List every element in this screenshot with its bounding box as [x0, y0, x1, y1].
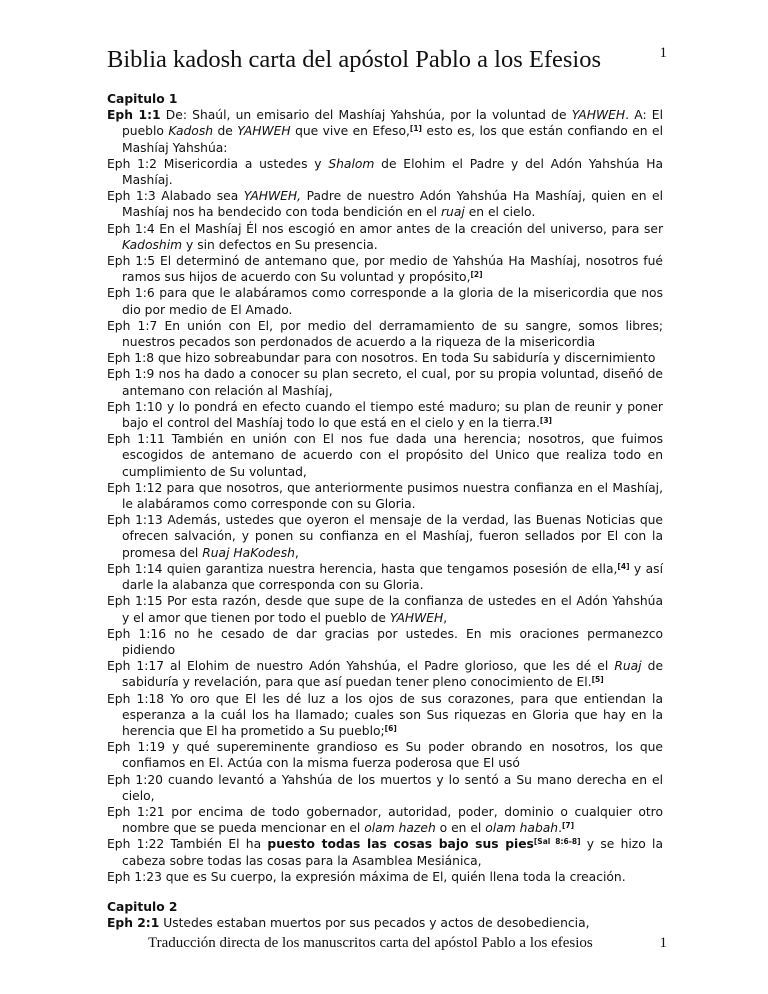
verse-1-19: Eph 1:19 y qué supereminente grandioso es Su poder obrando en nosotros, los que confiamos en El. Actúa con la misma fuerza poderosa que El usó	[107, 740, 663, 771]
verse-text: . A: El pueblo	[122, 108, 663, 139]
verse-2-1	[107, 915, 663, 931]
verse-1-12: Eph 1:12 para que nosotros, que anteriormente pusimos nuestra confianza en el Mashíaj, le alabáramos como corresponde con su Gloria.	[107, 480, 663, 512]
verse-1-21	[107, 804, 663, 836]
verse-1-4	[107, 221, 663, 253]
verse-1-1	[107, 107, 663, 156]
italic-term: olam habah	[485, 821, 559, 836]
footnote-ref[interactable]: [1]	[409, 124, 422, 134]
verse-1-10	[107, 399, 663, 431]
italic-term: ruaj	[440, 205, 465, 220]
italic-term: Kadoshim	[122, 237, 183, 252]
verse-1-18	[107, 691, 663, 740]
verse-text: de Elohim el Padre y del Adón Yahshúa Ha Mashíaj.	[122, 156, 663, 188]
verse-text: Eph 1:14 quien garantiza nuestra herencia, hasta que tengamos posesión de ella,	[107, 561, 618, 576]
document-body	[107, 91, 663, 931]
verse-text: Eph 1:15 Por esta razón, desde que supe de la confianza de ustedes en el Adón Yahshúa y el amor que tienen por todo el pueblo de	[107, 594, 663, 625]
verse-text: de sabiduría y revelación, para que así puedan tener pleno conocimiento de El.	[122, 659, 664, 690]
verse-text: Eph 1:17 al Elohim de nuestro Adón Yahshúa, el Padre glorioso, que les dé el	[107, 659, 615, 674]
verse-1-16: Eph 1:16 no he cesado de dar gracias por ustedes. En mis oraciones permanezco pidiendo	[107, 626, 663, 657]
cross-reference[interactable]: [Sal 8:6-8]	[533, 837, 581, 847]
verse-reference: Eph 1:1	[107, 108, 161, 123]
verse-1-3	[107, 188, 663, 220]
verse-1-2	[107, 156, 663, 188]
verse-text: Eph 1:21 por encima de todo gobernador, autoridad, poder, dominio o cualquier otro nombre que se pueda mencionar en el	[107, 804, 663, 836]
verse-text: Eph 1:13 Además, ustedes que oyeron el mensaje de la verdad, las Buenas Noticias que ofrecen salvación, y ponen su confianza en el Mashíaj, fueron sellados por El con la promesa del	[107, 513, 663, 560]
verse-1-9: Eph 1:9 nos ha dado a conocer su plan secreto, el cual, por su propia voluntad, diseñó de antemano con relación al Mashíaj,	[107, 367, 663, 398]
verse-text: o en el	[435, 821, 486, 836]
verse-text: Eph 1:5 El determinó de antemano que, por medio de Yahshúa Ha Mashíaj, nosotros fué ramos sus hijos de acuerdo con Su voluntad y propósito,	[107, 254, 663, 285]
footnote-ref[interactable]: [2]	[470, 270, 483, 280]
verse-text: y se hizo la cabeza sobre todas las cosas para la Asamblea Mesiánica,	[122, 837, 663, 868]
verse-1-14	[107, 561, 663, 593]
verse-text: ,	[443, 610, 448, 625]
footnote-ref[interactable]: [3]	[539, 416, 552, 426]
header-page-number: 1	[659, 45, 667, 61]
footnote-ref[interactable]: [6]	[384, 723, 397, 733]
chapter-heading: Capitulo 1	[107, 92, 178, 106]
italic-term: YAHWEH	[571, 108, 626, 123]
verse-text: Padre de nuestro Adón Yahshúa Ha Mashíaj, quien en el Mashíaj nos ha bendecido con toda bendición en el	[122, 189, 663, 220]
verse-reference: Eph 2:1	[107, 916, 160, 931]
page-footer	[107, 932, 667, 954]
italic-term: olam hazeh	[364, 821, 436, 836]
verse-text: Eph 1:18 Yo oro que El les dé luz a los ojos de sus corazones, para que entiendan la esperanza a la cuál los ha llamado; cuales son Sus riquezas en Gloria que hay en la herencia que El ha prometido a Su pueblo;	[107, 691, 663, 738]
page-header	[107, 40, 667, 80]
footnote-ref[interactable]: [4]	[617, 561, 630, 571]
footer-text: Traducción directa de los manuscritos carta del apóstol Pablo a los efesios	[148, 935, 593, 951]
verse-1-8: Eph 1:8 que hizo sobreabundar para con nosotros. En toda Su sabiduría y discernimiento	[107, 351, 656, 366]
italic-term: Ruaj	[614, 659, 642, 674]
footnote-ref[interactable]: [5]	[591, 675, 604, 685]
verse-1-22	[107, 836, 663, 868]
italic-term: Shalom	[328, 156, 375, 171]
verse-1-13	[107, 512, 663, 561]
chapter-heading: Capitulo 2	[107, 899, 178, 914]
verse-1-7: Eph 1:7 En unión con El, por medio del derramamiento de su sangre, somos libres; nuestros pecados son perdonados de acuerdo a la riqueza de la misericordia	[107, 318, 663, 350]
footnote-ref[interactable]: [7]	[562, 821, 575, 831]
verse-1-15	[107, 593, 663, 625]
italic-term: YAHWEH,	[243, 189, 302, 204]
verse-text: esto es, los que están confiando en el Mashíaj Yahshúa:	[122, 124, 663, 155]
italic-term: Ruaj HaKodesh	[202, 545, 295, 560]
verse-text: de	[213, 124, 238, 139]
italic-term: YAHWEH	[237, 124, 291, 139]
italic-term: Kadosh	[168, 124, 214, 139]
verse-text: que vive en Efeso,	[290, 124, 410, 139]
verse-1-23: Eph 1:23 que es Su cuerpo, la expresión máxima de El, quién llena toda la creación.	[107, 869, 626, 884]
verse-text: Eph 1:3 Alabado sea	[107, 189, 244, 204]
verse-1-5	[107, 253, 663, 285]
verse-text: Eph 1:2 Misericordia a ustedes y	[107, 156, 329, 171]
verse-text: Eph 1:4 En el Mashíaj Él nos escogió en amor antes de la creación del universo, para ser	[107, 221, 663, 236]
verse-text: y así darle la alabanza que corresponda con su Gloria.	[122, 561, 663, 593]
verse-text: en el cielo.	[464, 205, 536, 220]
verse-1-20: Eph 1:20 cuando levantó a Yahshúa de los muertos y lo sentó a Su mano derecha en el cielo,	[107, 772, 663, 803]
document-title: Biblia kadosh carta del apóstol Pablo a los Efesios	[107, 46, 601, 73]
verse-text: y sin defectos en Su presencia.	[182, 237, 378, 252]
verse-text: Ustedes estaban muertos por sus pecados y actos de desobediencia,	[159, 916, 590, 931]
footer-page-number: 1	[659, 935, 667, 951]
verse-text: Eph 1:10 y lo pondrá en efecto cuando el tiempo esté maduro; su plan de reunir y poner bajo el control del Mashíaj todo lo que está en el cielo y en la tierra.	[107, 399, 663, 431]
bold-quote: puesto todas las cosas bajo sus pies	[267, 837, 534, 852]
verse-text: Eph 1:22 También El ha	[107, 837, 268, 852]
verse-text: .	[558, 821, 562, 836]
verse-1-11: Eph 1:11 También en unión con El nos fue dada una herencia; nosotros, que fuimos escogidos de antemano de acuerdo con el propósito del Unico que realiza todo en cumplimiento de Su voluntad,	[107, 432, 663, 479]
italic-term: YAHWEH	[389, 610, 444, 625]
verse-1-6: Eph 1:6 para que le alabáramos como corresponde a la gloria de la misericordia que nos dio por medio de El Amado.	[107, 286, 663, 317]
verse-text: De: Shaúl, un emisario del Mashíaj Yahshúa, por la voluntad de	[160, 108, 572, 123]
verse-1-17	[107, 658, 663, 690]
verse-text: ,	[294, 545, 299, 560]
